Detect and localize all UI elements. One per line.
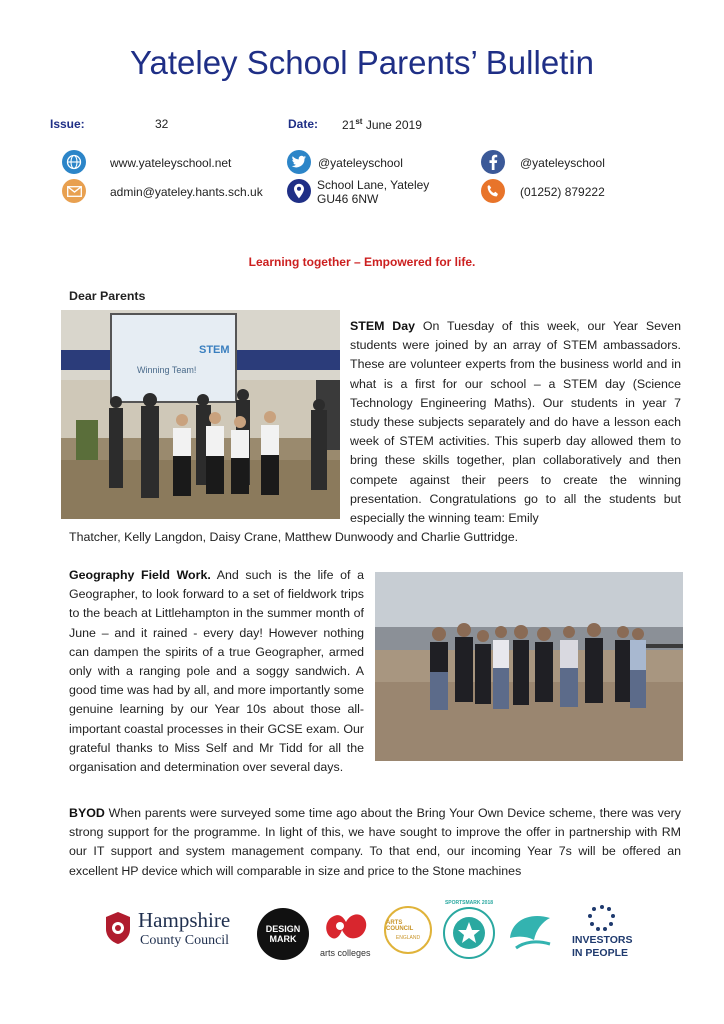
issue-label: Issue: <box>50 117 85 131</box>
stem-day-article-end: Thatcher, Kelly Langdon, Daisy Crane, Matthew Dunwoody and Charlie Guttridge. <box>69 530 519 544</box>
date-label: Date: <box>288 117 319 131</box>
sportsmark-logo: SPORTSMARK 2018 <box>442 906 496 960</box>
facebook-handle[interactable]: @yateleyschool <box>520 156 605 170</box>
address: School Lane, Yateley GU46 6NW <box>317 178 430 206</box>
greeting: Dear Parents <box>69 289 146 303</box>
bulletin-title: Yateley School Parents’ Bulletin <box>129 44 595 81</box>
email-link[interactable]: admin@yateley.hants.sch.uk <box>110 185 263 199</box>
arts-colleges-logo: arts colleges <box>318 908 374 960</box>
email-icon <box>62 179 86 203</box>
stem-day-article: STEM Day On Tuesday of this week, our Year Seven students were joined by an array of STEM ambassadors. These are volunteer experts from the business world and in what is a first for our school – a STEM day (Science Technology Engineering Maths). Our students in year 7 study these subjects separately and do have a lesson each week of STEM activities. This superb day allowed them to bring these skills together, plan collaboratively and then compete against their peers to create the winning presentation. Congratulations go to all the students but especially the winning team: Emily <box>350 319 681 526</box>
arts-council-logo: ARTS COUNCIL ENGLAND <box>384 906 432 954</box>
hampshire-county-council-logo: Hampshire County Council <box>104 908 244 954</box>
phone-icon <box>481 179 505 203</box>
design-mark-logo: DESIGN MARK <box>257 908 309 960</box>
issue-value: 32 <box>155 117 169 131</box>
globe-icon <box>62 150 86 174</box>
investor-in-careers-logo <box>506 908 556 958</box>
twitter-icon <box>287 150 311 174</box>
website-link[interactable]: www.yateleyschool.net <box>110 156 232 170</box>
screen-caption: Winning Team! <box>137 365 197 375</box>
geography-article: Geography Field Work. And such is the life of a Geographer, to look forward to a set of fieldwork trips to the beach at Littlehampton in the summer month of June – and it rained - every day! However nothing can dampen the spirits of a true Geographer, armed only with a ranging pole and a soggy sandwich. A good time was had by all, and more importantly some genuine learning by our Year 10s about those all-important coastal processes in their GCSE exam. Our grateful thanks to Miss Self and Mr Tidd for all the organisation and determination over several days. <box>69 568 365 775</box>
phone-number[interactable]: (01252) 879222 <box>520 185 605 199</box>
twitter-handle[interactable]: @yateleyschool <box>318 156 403 170</box>
stem-day-photo <box>61 310 340 519</box>
screen-stem-logo: STEM <box>199 344 230 356</box>
investors-in-people-logo: INVESTORS IN PEOPLE <box>566 904 638 962</box>
facebook-icon <box>481 150 505 174</box>
date-value: 21st June 2019 <box>342 117 422 132</box>
location-icon <box>287 179 311 203</box>
byod-article: BYOD When parents were surveyed some time ago about the Bring Your Own Device scheme, there was very strong support for the programme. In light of this, we have sought to improve the offer in partnership with RM our IT support and system management company. To that end, our incoming Year 7s will be offered an excellent HP device which will comparable in size and price to the Stone machines <box>69 806 681 878</box>
school-motto: Learning together – Empowered for life. <box>248 255 476 269</box>
geography-field-trip-photo <box>375 572 683 761</box>
